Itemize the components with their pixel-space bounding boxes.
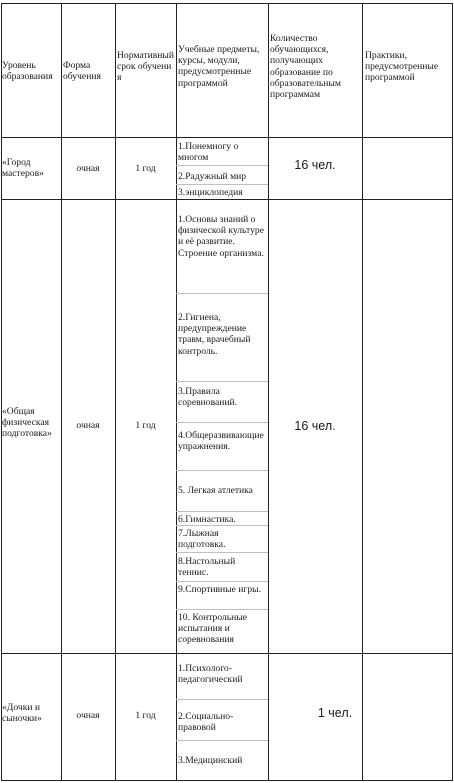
- study-form: очная: [76, 420, 100, 431]
- header-form: Форма обучения: [63, 60, 101, 83]
- subject-item: 9.Спортивные игры.: [178, 584, 261, 595]
- student-count: 16 чел.: [294, 419, 336, 433]
- program-name: «Дочки и сыночки»: [2, 702, 42, 725]
- study-term: 1 год: [135, 420, 156, 431]
- subject-item: 3.Медицинский: [178, 755, 243, 766]
- student-count: 1 чел.: [317, 706, 353, 720]
- program-name: «Общая физическая подготовка»: [2, 406, 52, 440]
- subject-item: 3.энциклопедия: [178, 187, 243, 198]
- study-form: очная: [76, 710, 100, 721]
- subject-item: 4.Общеразвивающие упражнения.: [178, 430, 264, 453]
- subject-item: 1.Понемногу о многом: [178, 141, 239, 164]
- subject-item: 2.Радужный мир: [178, 171, 247, 182]
- student-count: 16 чел.: [294, 158, 336, 172]
- subject-item: 2.Социально-правовой: [178, 711, 234, 734]
- subject-item: 6.Гимнастика.: [178, 514, 236, 525]
- header-count: Количество обучающихся, получающих образование по образовательным программам: [270, 33, 341, 101]
- header-subjects: Учебные предметы, курсы, модули, предусмотренные программой: [178, 44, 260, 89]
- subject-item: 10. Контрольные испытания и соревнования: [178, 612, 248, 646]
- header-practices: Практики, предусмотренные программой: [365, 50, 439, 84]
- subject-item: 5. Легкая атлетика: [178, 485, 253, 496]
- study-term: 1 год: [135, 163, 156, 174]
- program-name: «Город мастеров»: [2, 157, 44, 180]
- study-form: очная: [76, 163, 100, 174]
- subject-item: 2.Гигиена, предупреждение травм, врачебный контроль.: [178, 312, 251, 357]
- subject-item: 8.Настольный теннис.: [178, 556, 236, 579]
- study-term: 1 год: [135, 710, 156, 721]
- subject-item: 3.Правила соревнований.: [178, 386, 238, 409]
- header-level: Уровень образования: [2, 60, 53, 83]
- header-term: Нормативный срок обучения: [117, 50, 174, 84]
- programs-table: [1, 3, 453, 781]
- subject-item: 1.Психолого-педагогический: [178, 663, 243, 686]
- subject-item: 1.Основы знаний о физической культуре и её развитие. Строение организма.: [178, 214, 264, 259]
- subject-item: 7.Лыжная подготовка.: [178, 528, 226, 551]
